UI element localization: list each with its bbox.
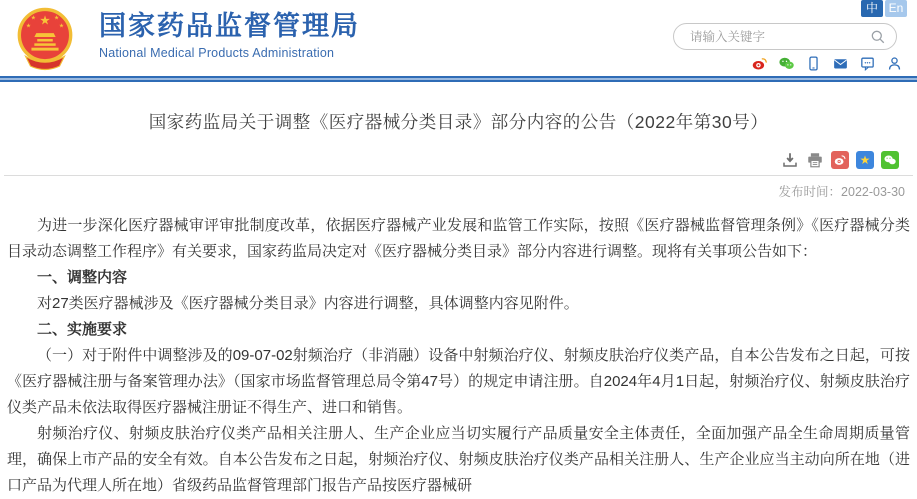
header-divider	[0, 76, 917, 82]
wechat-share-button[interactable]	[881, 151, 899, 169]
print-icon	[806, 151, 824, 169]
publish-date: 2022-03-30	[841, 185, 905, 199]
svg-text:★: ★	[25, 23, 32, 30]
lang-zh-button[interactable]: 中	[861, 0, 883, 17]
lang-en-button[interactable]: En	[885, 0, 907, 17]
weibo-icon[interactable]	[751, 55, 768, 72]
message-icon[interactable]	[859, 55, 876, 72]
svg-text:★: ★	[54, 15, 60, 22]
svg-text:★: ★	[39, 13, 51, 28]
site-brand	[99, 11, 360, 60]
download-button[interactable]	[781, 151, 799, 169]
mobile-icon[interactable]	[805, 55, 822, 72]
section-heading: 一、调整内容	[37, 269, 128, 286]
site-subtitle: National Medical Products Administration	[99, 46, 335, 61]
mail-icon[interactable]	[832, 55, 849, 72]
svg-text:★: ★	[30, 15, 36, 22]
wechat-icon[interactable]	[778, 55, 795, 72]
favorite-button[interactable]	[856, 151, 874, 169]
publish-row	[0, 182, 917, 200]
site-header	[0, 0, 917, 76]
favorite-star-icon: ★	[859, 153, 871, 167]
search-box[interactable]	[673, 23, 897, 50]
body-paragraph: 对27类医疗器械涉及《医疗器械分类目录》内容进行调整，具体调整内容见附件。	[37, 295, 579, 312]
page-title: 国家药监局关于调整《医疗器械分类目录》部分内容的公告（2022年第30号）	[148, 112, 769, 132]
announcement-page	[0, 109, 917, 499]
search-input[interactable]	[690, 30, 870, 44]
body-paragraph: 为进一步深化医疗器械审评审批制度改革，依据医疗器械产业发展和监管工作实际，按照《医疗器械监督管理条例》《医疗器械分类目录动态调整工作程序》有关要求，国家药监局决定对《医疗器械分类目录》部分内容进行调整。现将有关事项公告如下：	[7, 217, 910, 260]
document-toolbar	[0, 151, 917, 169]
download-icon	[781, 151, 799, 169]
body-paragraph: （一）对于附件中调整涉及的09-07-02射频治疗（非消融）设备中射频治疗仪、射频皮肤治疗仪类产品，自本公告发布之日起，可按《医疗器械注册与备案管理办法》（国家市场监督管理总局令第47号）的规定申请注册。自2024年4月1日起，射频治疗仪、射频皮肤治疗仪类产品未依法取得医疗器械注册证不得生产、进口和销售。	[7, 347, 910, 416]
svg-text:★: ★	[58, 23, 65, 30]
national-emblem-logo	[14, 6, 76, 70]
publish-label: 发布时间：	[778, 185, 842, 199]
site-title: 国家药品监督管理局	[99, 11, 360, 41]
title-divider	[4, 175, 913, 176]
search-icon[interactable]	[870, 29, 886, 45]
body-paragraph: 射频治疗仪、射频皮肤治疗仪类产品相关注册人、生产企业应当切实履行产品质量安全主体责任，全面加强产品全生命周期质量管理，确保上市产品的安全有效。自本公告发布之日起，射频治疗仪、射频皮肤治疗仪类产品相关注册人、生产企业应当主动向所在地（进口产品为代理人所在地）省级药品监督管理部门报告产品按医疗器械研	[7, 425, 910, 494]
social-icon-row	[751, 55, 903, 72]
announcement-body	[0, 213, 917, 499]
weibo-share-button[interactable]	[831, 151, 849, 169]
section-heading: 二、实施要求	[37, 321, 128, 338]
wechat-share-icon	[883, 153, 897, 167]
language-toggle	[861, 0, 907, 17]
weibo-share-icon	[833, 153, 847, 167]
user-icon[interactable]	[886, 55, 903, 72]
print-button[interactable]	[806, 151, 824, 169]
